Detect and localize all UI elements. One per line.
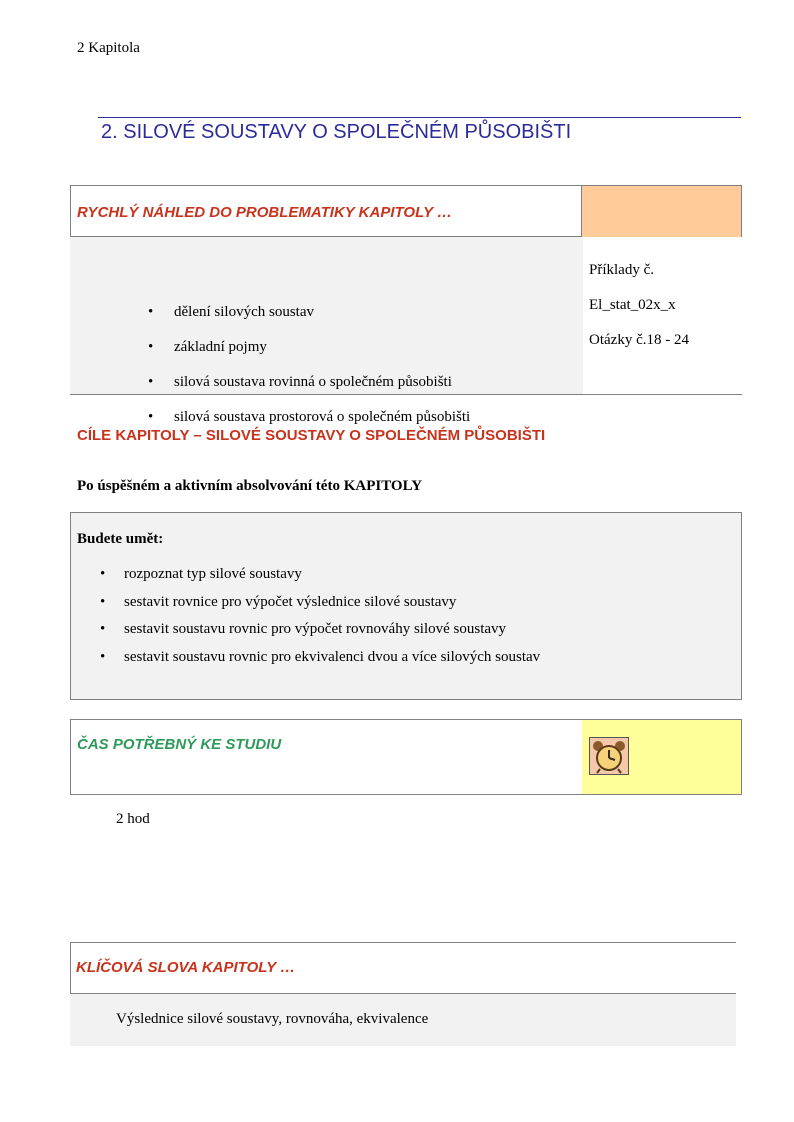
list-item: • silová soustava rovinná o společném působišti	[146, 374, 470, 409]
questions-range: Otázky č.18 - 24	[589, 332, 689, 348]
running-header: 2 Kapitola	[77, 40, 140, 56]
overview-bottom-rule	[70, 394, 742, 395]
overview-header-row	[70, 185, 742, 237]
list-item: • základní pojmy	[146, 339, 470, 374]
goals-intro: Po úspěšném a aktivním absolvování této KAPITOLY	[77, 478, 423, 494]
keywords-box	[70, 942, 742, 1046]
goals-lead: Budete umět:	[77, 531, 164, 547]
study-time-heading: ČAS POTŘEBNÝ KE STUDIU	[77, 736, 282, 753]
keywords-top-rule	[70, 942, 736, 943]
overview-side-text	[589, 253, 689, 358]
alarm-clock-icon	[589, 737, 629, 775]
list-item: • dělení silových soustav	[146, 304, 470, 339]
examples-code: El_stat_02x_x	[589, 297, 676, 313]
overview-side-cell	[583, 237, 742, 395]
examples-label: Příklady č.	[589, 262, 654, 278]
keywords-body	[70, 994, 736, 1046]
keywords-heading: KLÍČOVÁ SLOVA KAPITOLY …	[76, 959, 296, 976]
overview-list	[146, 304, 470, 444]
study-time-yellow-cell	[582, 720, 741, 794]
list-item: • sestavit rovnice pro výpočet výslednice silové soustavy	[99, 594, 540, 622]
goals-heading: CÍLE KAPITOLY – SILOVÉ SOUSTAVY O SPOLEČNÉM PŮSOBIŠTI	[77, 427, 546, 444]
overview-box	[70, 185, 742, 425]
list-item: • rozpoznat typ silové soustavy	[99, 566, 540, 594]
chapter-title: 2. SILOVÉ SOUSTAVY O SPOLEČNÉM PŮSOBIŠTI	[101, 121, 572, 143]
study-time-value: 2 hod	[116, 811, 150, 827]
keywords-text: Výslednice silové soustavy, rovnováha, ekvivalence	[116, 1011, 429, 1027]
overview-orange-cell	[581, 186, 741, 238]
list-item: • silová soustava prostorová o společném působišti	[146, 409, 470, 444]
title-rule	[98, 117, 741, 118]
goals-box	[70, 512, 742, 700]
list-item: • sestavit soustavu rovnic pro ekvivalenci dvou a více silových soustav	[99, 649, 540, 677]
list-item: • sestavit soustavu rovnic pro výpočet rovnováhy silové soustavy	[99, 621, 540, 649]
keywords-left-rule	[70, 942, 71, 993]
overview-body	[70, 237, 583, 425]
goals-list	[99, 566, 540, 676]
study-time-box	[70, 719, 742, 795]
overview-heading: RYCHLÝ NÁHLED DO PROBLEMATIKY KAPITOLY …	[77, 204, 453, 221]
